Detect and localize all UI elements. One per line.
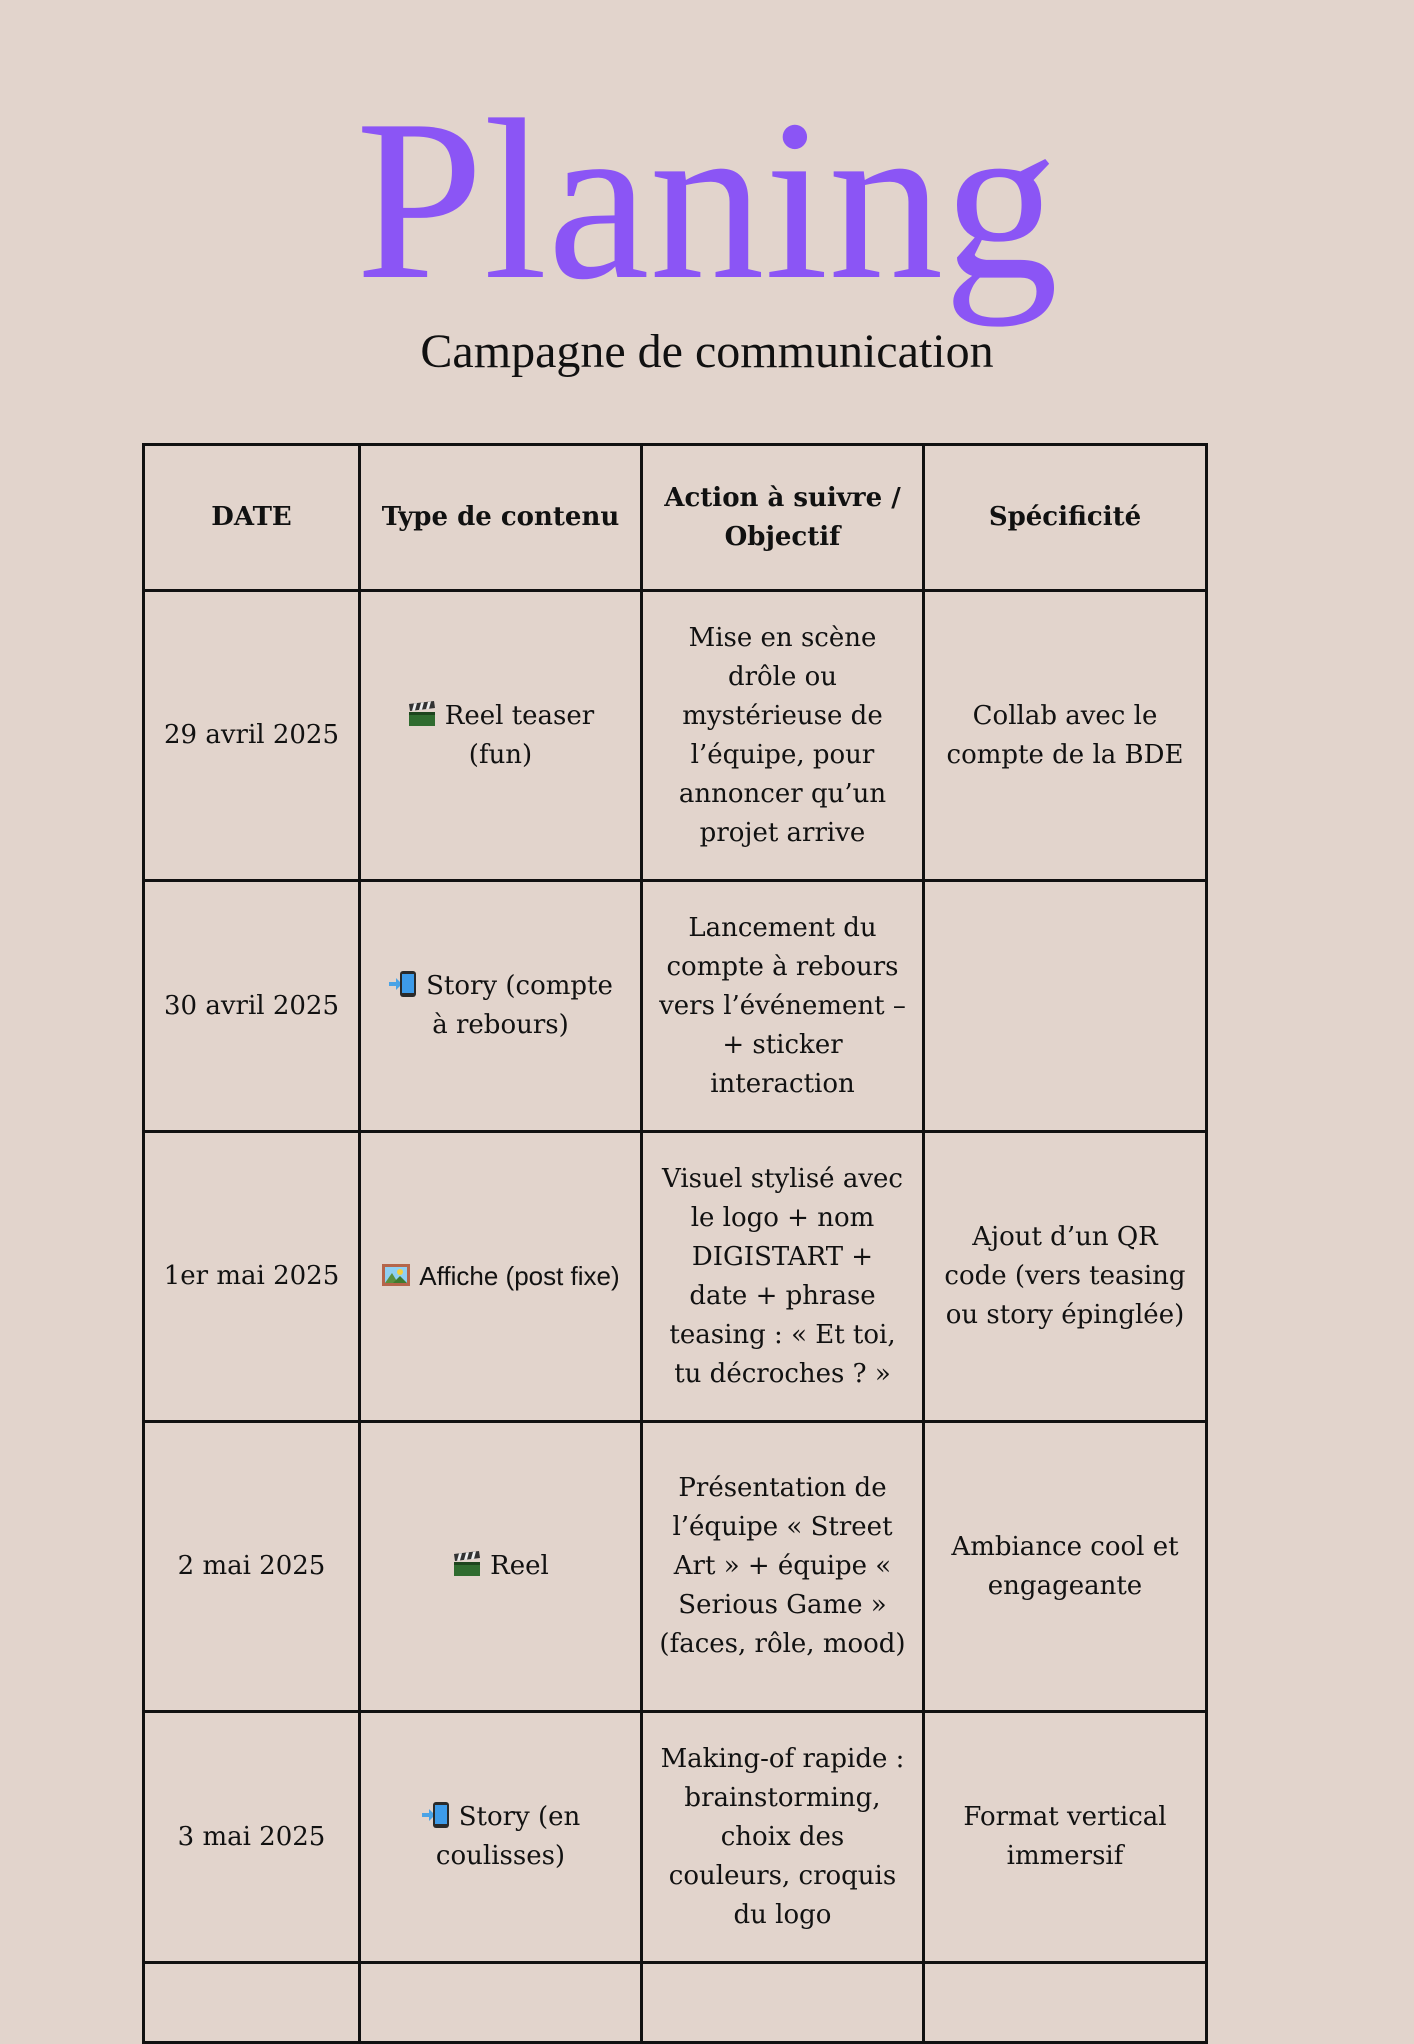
cell-date: 3 mai 2025 (144, 1712, 360, 1963)
column-header-date: DATE (144, 445, 360, 591)
cell-type-label: Reel teaser (fun) (444, 700, 595, 770)
cell-date: 30 avril 2025 (144, 881, 360, 1132)
cell-action: Lancement du compte à rebours vers l’événement – + sticker interaction (642, 881, 924, 1132)
cell-date: 1er mai 2025 (144, 1132, 360, 1422)
page-subtitle: Campagne de communication (420, 325, 994, 378)
cell-spec: Ajout d’un QR code (vers teasing ou story épinglée) (924, 1132, 1207, 1422)
cell-type (360, 1712, 642, 1963)
cell-type-label: Story (compte à rebours) (426, 971, 613, 1040)
cell-type (360, 1422, 642, 1712)
column-header-spec: Spécificité (924, 445, 1207, 591)
cell-type-label: Reel (490, 1551, 549, 1581)
planning-table (142, 443, 1208, 2044)
table-row (144, 881, 1207, 1132)
clapper-board-icon (407, 700, 437, 728)
cell-spec (924, 881, 1207, 1132)
mobile-arrow-icon (388, 970, 418, 998)
column-header-type: Type de contenu (360, 445, 642, 591)
cell-type (360, 591, 642, 881)
cell-type-label: Story (en coulisses) (435, 1802, 581, 1871)
table-row (144, 1132, 1207, 1422)
cell-action: Making-of rapide : brainstorming, choix des couleurs, croquis du logo (642, 1712, 924, 1963)
cell-type (360, 1132, 642, 1422)
table-row (144, 591, 1207, 881)
table-row-partial (144, 1963, 1207, 2043)
cell-action: Mise en scène drôle ou mystérieuse de l’équipe, pour annoncer qu’un projet arrive (642, 591, 924, 881)
cell-date: 29 avril 2025 (144, 591, 360, 881)
column-header-action: Action à suivre / Objectif (642, 445, 924, 591)
cell-date: 2 mai 2025 (144, 1422, 360, 1712)
mobile-arrow-icon (421, 1801, 451, 1829)
cell-type (360, 881, 642, 1132)
cell-action: Présentation de l’équipe « Street Art » + équipe « Serious Game » (faces, rôle, mood) (642, 1422, 924, 1712)
clapper-board-icon (452, 1550, 482, 1578)
table-header-row (144, 445, 1207, 591)
cell-action: Visuel stylisé avec le logo + nom DIGISTART + date + phrase teasing : « Et toi, tu décroches ? » (642, 1132, 924, 1422)
page-title: Planing (355, 72, 1059, 327)
cell-spec: Collab avec le compte de la BDE (924, 591, 1207, 881)
framed-picture-icon (381, 1261, 411, 1289)
table-row (144, 1422, 1207, 1712)
cell-spec: Ambiance cool et engageante (924, 1422, 1207, 1712)
cell-type-label: Affiche (post fixe) (419, 1261, 620, 1291)
cell-spec: Format vertical immersif (924, 1712, 1207, 1963)
table-row (144, 1712, 1207, 1963)
